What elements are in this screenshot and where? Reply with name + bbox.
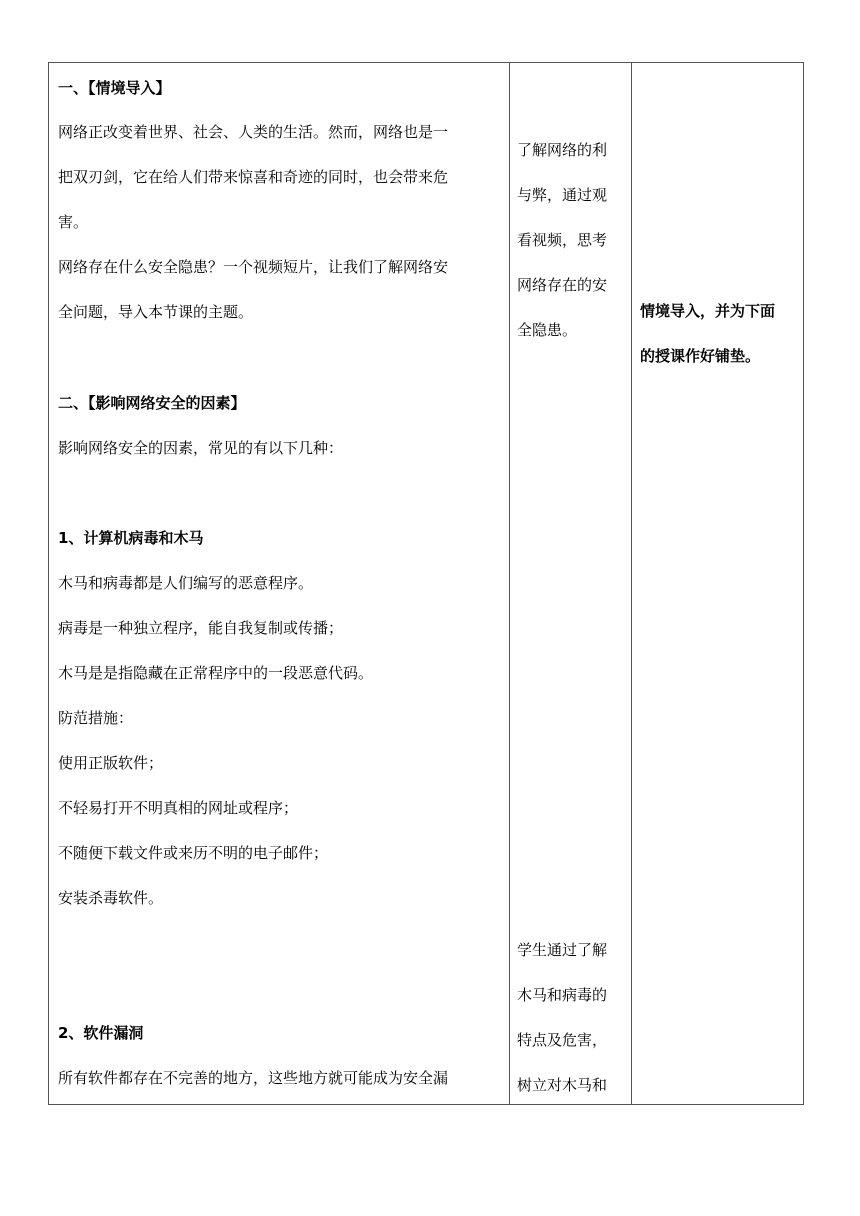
text-line: 病毒是一种独立程序，能自我复制或传播； — [58, 619, 344, 637]
text-line: 木马和病毒的 — [517, 986, 608, 1004]
text-line: 木马和病毒都是人们编写的恶意程序。 — [58, 574, 314, 592]
text-line: 不轻易打开不明真相的网址或程序； — [58, 799, 299, 817]
text-line: 看视频，思考 — [517, 231, 608, 249]
text-line: 防范措施： — [58, 709, 134, 727]
text-line: 害。 — [58, 213, 89, 231]
text-line: 使用正版软件； — [58, 754, 164, 772]
subsection-heading: 2、软件漏洞 — [58, 1024, 144, 1042]
subsection-heading: 1、计算机病毒和木马 — [58, 529, 204, 547]
text-line: 所有软件都存在不完善的地方，这些地方就可能成为安全漏 — [58, 1069, 449, 1087]
student-activity-cell — [510, 63, 631, 1104]
text-line: 学生通过了解 — [517, 941, 608, 959]
text-line: 影响网络安全的因素，常见的有以下几种： — [58, 439, 344, 457]
text-line: 把双刃剑，它在给人们带来惊喜和奇迹的同时，也会带来危 — [58, 168, 449, 186]
text-line: 全隐患。 — [517, 321, 578, 339]
text-line: 网络存在什么安全隐患？一个视频短片，让我们了解网络安 — [58, 258, 449, 276]
text-line: 网络存在的安 — [517, 276, 608, 294]
text-line: 木马是是指隐藏在正常程序中的一段恶意代码。 — [58, 664, 374, 682]
text-line: 与弊，通过观 — [517, 186, 608, 204]
text-line: 不随便下载文件或来历不明的电子邮件； — [58, 844, 329, 862]
text-line: 的授课作好铺垫。 — [640, 347, 761, 365]
text-line: 网络正改变着世界、社会、人类的生活。然而，网络也是一 — [58, 123, 449, 141]
section-heading: 二、【影响网络安全的因素】 — [58, 394, 246, 412]
text-line: 情境导入，并为下面 — [640, 302, 776, 320]
text-line: 树立对木马和 — [517, 1076, 608, 1094]
teaching-content-cell — [49, 63, 509, 1104]
design-purpose-cell — [632, 63, 803, 1104]
text-line: 全问题，导入本节课的主题。 — [58, 303, 254, 321]
text-line: 特点及危害， — [517, 1031, 608, 1049]
section-heading: 一、【情境导入】 — [58, 79, 171, 97]
text-line: 安装杀毒软件。 — [58, 889, 164, 907]
text-line: 了解网络的利 — [517, 141, 608, 159]
lesson-table — [48, 62, 804, 1105]
